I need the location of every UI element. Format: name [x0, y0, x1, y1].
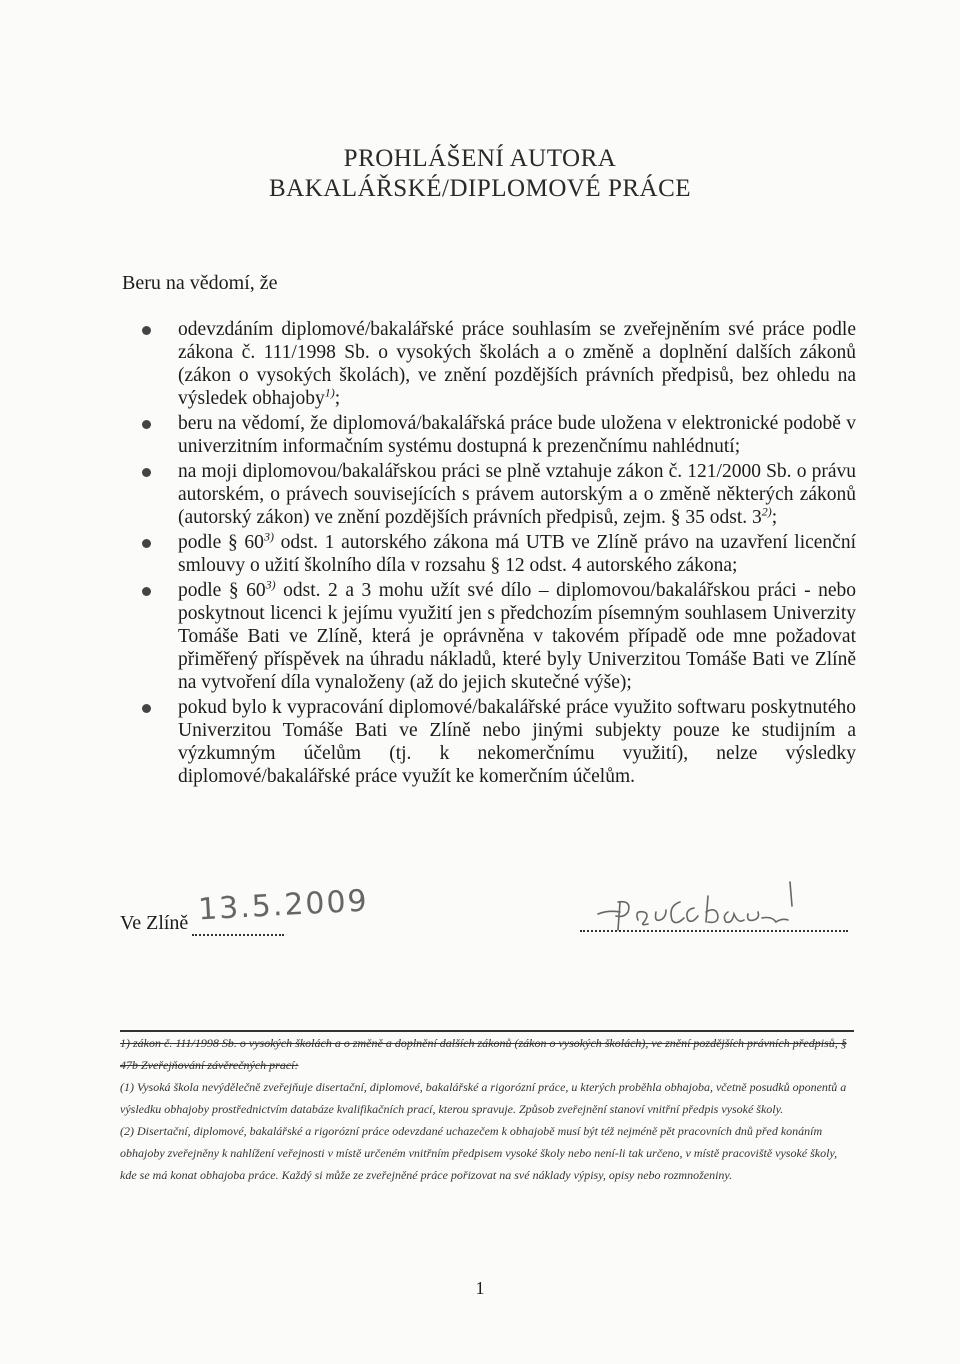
footnote-1-para-2: (2) Disertační, diplomové, bakalářské a rigorózní práce odevzdané uchazečem k obhajobě musí být též nejméně pět pracovních dnů před konáním obhajoby zveřejněny k nahlížení veřejnosti v místě určeném vnitřním předpisem vysoké školy nebo není-li tak určeno, v místě pracoviště vysoké školy, kde se má konat obhajoba práce. Každý si může ze zveřejněné práce pořizovat na své náklady výpisy, opisy nebo rozmnoženiny.: [120, 1124, 838, 1182]
item-text-end: odst. 1 autorského zákona má UTB ve Zlíně právo na uzavření licenční smlouvy o užití školního díla v rozsahu § 12 odst. 4 autorského zákona;: [178, 532, 857, 576]
list-item: [142, 579, 856, 694]
item-text: odevzdáním diplomové/bakalářské práce souhlasím se zveřejněním své práce podle zákona č. 111/1998 Sb. o vysokých školách a o změně a doplnění dalších zákonů (zákon o vysokých školách), ve znění pozdějších právních předpisů, bez ohledu na výsledek obhajoby: [178, 319, 856, 409]
place-label: Ve Zlíně: [120, 912, 189, 934]
bullet-icon: [142, 468, 151, 477]
list-item: [142, 696, 856, 788]
item-text: pokud bylo k vypracování diplomové/bakalářské práce využito softwaru poskytnutého Univerzitou Tomáše Bati ve Zlíně nebo jinými subjekty pouze ke studijním a výzkumným účelům (tj. k nekomerčnímu využití), nelze výsledky diplomové/bakalářské práce využít ke komerčním účelům.: [178, 697, 856, 787]
footnotes: [120, 1032, 854, 1186]
declaration-list: [142, 318, 856, 790]
page-number: 1: [475, 1278, 485, 1298]
title-line-1: PROHLÁŠENÍ AUTORA: [343, 145, 617, 172]
footnote-1: 1) zákon č. 111/1998 Sb. o vysokých školách a o změně a doplnění dalších zákonů (zákon o vysokých školách), ve znění pozdějších právních předpisů, § 47b Zveřejňování závěrečných prací:: [120, 1036, 847, 1072]
item-text: na moji diplomovou/bakalářskou práci se plně vztahuje zákon č. 121/2000 Sb. o právu autorském, o právech souvisejících s právem autorským a o změně některých zákonů (autorský zákon) ve znění pozdějších právních předpisů, zejm. § 35 odst. 3: [178, 461, 856, 528]
handwritten-date: 13.5.2009: [197, 883, 370, 928]
list-item: [142, 460, 856, 529]
title-line-2: BAKALÁŘSKÉ/DIPLOMOVÉ PRÁCE: [268, 175, 692, 202]
footnote-ref: 2): [761, 504, 772, 519]
item-text: podle § 60: [178, 580, 266, 601]
item-text-end: odst. 2 a 3 mohu užít své dílo – diplomovou/bakalářskou práci - nebo poskytnout licenci k jejímu využití jen s předchozím písemným souhlasem Univerzity Tomáše Bati ve Zlíně, která je oprávněna v takovém případě ode mne požadovat přiměřený příspěvek na úhradu nákladů, které byly Univerzitou Tomáše Bati ve Zlíně na vytvoření díla vynaloženy (až do jejich skutečné výše);: [178, 580, 856, 693]
bullet-icon: [142, 704, 151, 713]
footnote-ref: 3): [263, 529, 274, 544]
intro-text: Beru na vědomí, že: [122, 272, 278, 294]
signature-dotted-line: [580, 918, 848, 932]
item-text-end: ;: [771, 507, 778, 528]
footnote-ref: 1): [324, 385, 335, 400]
item-text: podle § 60: [178, 532, 264, 553]
bullet-icon: [142, 420, 151, 429]
list-item: [142, 412, 856, 458]
bullet-icon: [142, 326, 151, 335]
bullet-icon: [142, 539, 151, 548]
list-item: [142, 531, 856, 577]
bullet-icon: [142, 587, 151, 596]
footnote-ref: 3): [265, 577, 276, 592]
item-text-end: ;: [334, 388, 341, 409]
list-item: [142, 318, 856, 410]
footnote-1-para-1: (1) Vysoká škola nevýdělečně zveřejňuje disertační, diplomové, bakalářské a rigorózní práce, u kterých proběhla obhajoba, včetně posudků oponentů a výsledku obhajoby prostřednictvím databáze kvalifikačních prací, kterou spravuje. Způsob zveřejnění stanoví vnitřní předpis vysoké školy.: [120, 1080, 847, 1116]
item-text: beru na vědomí, že diplomová/bakalářská práce bude uložena v elektronické podobě v univerzitním informačním systému dostupná k prezenčnímu nahlédnutí;: [178, 413, 856, 457]
